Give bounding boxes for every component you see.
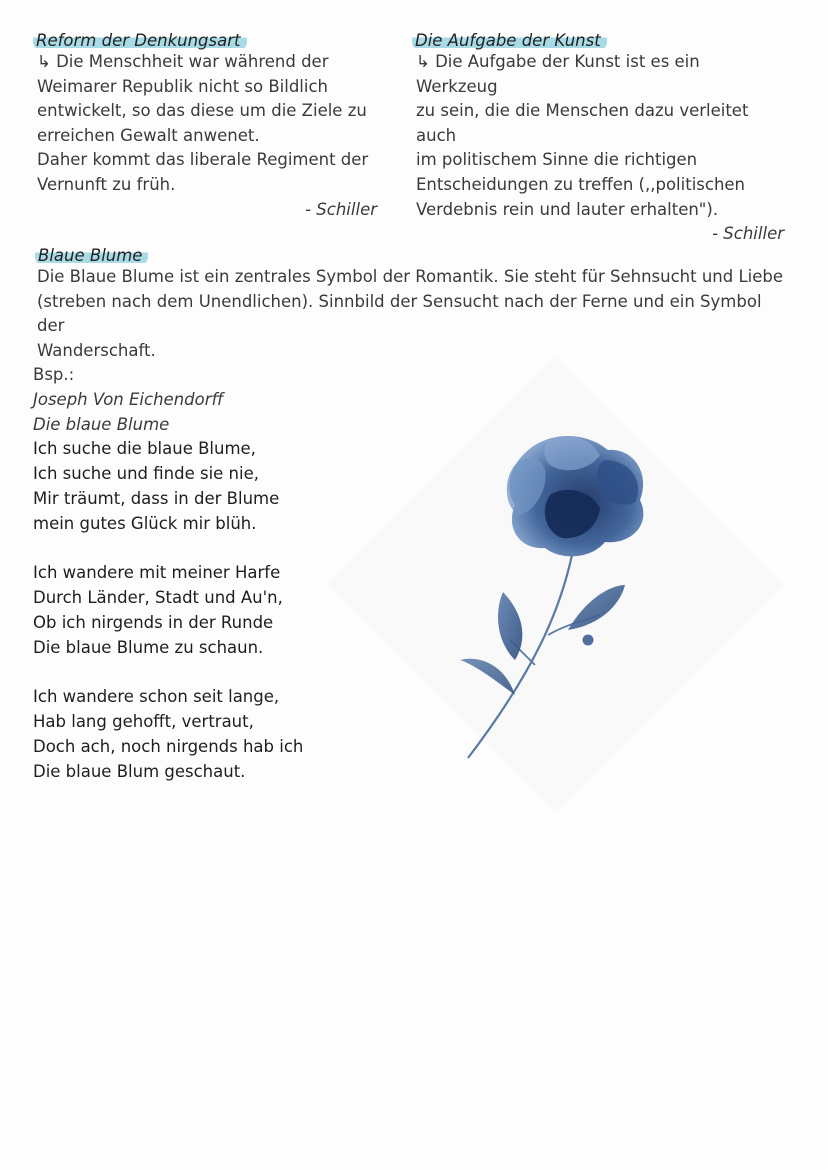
reform-line: Vernunft zu früh. [37,174,176,194]
reform-line: entwickelt, so das diese um die Ziele zu [37,101,367,121]
reform-section [33,31,383,222]
reform-line: Daher kommt das liberale Regiment der [37,150,369,170]
blaue-description [33,265,793,363]
blaue-line: Wanderschaft. [37,340,156,360]
blaue-heading: Blaue Blume [35,246,148,265]
poem-author: Joseph Von Eichendorff [33,389,224,409]
blaue-line: Die Blaue Blume ist ein zentrales Symbol der Romantik. Sie steht für Sehnsucht und Liebe [37,267,784,286]
example-label: Bsp.: [33,365,75,385]
poem-line: Die blaue Blume zu schaun. [33,637,264,657]
reform-signature: - Schiller [305,199,377,219]
leaf-right [568,585,625,630]
reform-line: erreichen Gewalt anwenet. [37,125,260,145]
kunst-line: Entscheidungen zu treffen (,,politischen [416,174,746,194]
poem-line: mein gutes Glück mir blüh. [33,513,257,533]
poem-line: Die blaue Blum geschaut. [33,761,246,781]
kunst-line: ↳ Die Aufgabe der Kunst ist es ein Werkzeug [416,52,700,96]
flower-bud [583,635,594,646]
poem-line: Ich suche und finde sie nie, [33,463,259,483]
poem-line: Mir träumt, dass in der Blume [33,488,280,508]
blaue-blume-section [33,246,793,809]
poem-stanza [33,437,793,536]
blue-flower-illustration [440,420,670,770]
kunst-line: im politischem Sinne die richtigen [416,150,698,170]
leaf-left-upper [498,592,522,660]
poem-stanza [33,561,793,660]
poem-line: Ich suche die blaue Blume, [33,439,256,459]
reform-line: Weimarer Republik nicht so Bildlich [37,76,328,96]
reform-heading: Reform der Denkungsart [33,31,247,50]
kunst-heading: Die Aufgabe der Kunst [412,31,607,50]
kunst-signature: - Schiller [712,224,784,244]
kunst-line: zu sein, die die Menschen dazu verleitet auch [416,101,749,145]
poem-title: Die blaue Blume [33,414,170,434]
kunst-section [412,31,784,247]
poem-line: Ob ich nirgends in der Runde [33,612,274,632]
poem-line: Hab lang gehofft, vertraut, [33,711,254,731]
kunst-body [412,50,784,247]
poem-stanza [33,685,793,784]
flower-stem [468,555,572,758]
reform-line: ↳ Die Menschheit war während der [37,52,329,71]
poem-line: Ich wandere schon seit lange, [33,687,280,707]
kunst-line: Verdebnis rein und lauter erhalten"). [416,199,719,219]
poem-line: Durch Länder, Stadt und Au'n, [33,587,283,607]
leaf-left-lower [460,659,515,695]
blaue-line: (streben nach dem Unendlichen). Sinnbild der Sensucht nach der Ferne und ein Symbol der [37,291,762,336]
poem-line: Doch ach, noch nirgends hab ich [33,736,304,756]
reform-body [33,50,383,222]
poem-line: Ich wandere mit meiner Harfe [33,563,281,583]
poem [33,437,793,784]
